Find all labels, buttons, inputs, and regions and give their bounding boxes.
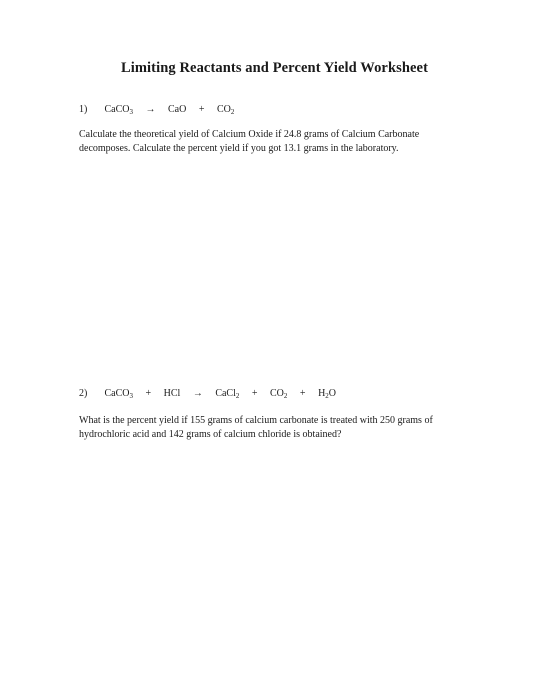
product-calcium-oxide: CaO	[168, 104, 187, 115]
page-title: Limiting Reactants and Percent Yield Worksheet	[120, 60, 429, 76]
problem-1-equation	[79, 104, 234, 115]
product-water: $H_2O$	[318, 388, 337, 400]
plus-sign: +	[198, 104, 205, 115]
plus-sign: +	[145, 388, 152, 399]
reaction-arrow: →	[145, 104, 156, 115]
product-calcium-chloride: CaCl$_2$	[215, 388, 240, 400]
reactant-calcium-carbonate: CaCO$_3$	[104, 388, 133, 400]
plus-sign: +	[251, 388, 258, 399]
reaction-arrow: →	[192, 388, 203, 399]
reactant-calcium-carbonate: CaCO$_3$	[104, 104, 133, 116]
problem-1-question: Calculate the theoretical yield of Calcium Oxide if 24.8 grams of Calcium Carbonate decomposes. Calculate the percent yield if you got 13.1 grams in the laboratory.	[79, 129, 420, 154]
problem-1-number: 1)	[79, 104, 88, 115]
problem-2-number: 2)	[79, 388, 88, 399]
problem-2-equation	[79, 388, 336, 399]
product-carbon-dioxide: $CO_2$	[216, 104, 235, 116]
product-carbon-dioxide: $CO_2$	[270, 388, 288, 400]
problem-2-question: What is the percent yield if 155 grams of calcium carbonate is treated with 250 grams of hydrochloric acid and 142 grams of calcium chloride is obtained?	[79, 415, 433, 440]
plus-sign: +	[299, 388, 306, 399]
reactant-hydrochloric-acid: HCl	[163, 388, 181, 399]
